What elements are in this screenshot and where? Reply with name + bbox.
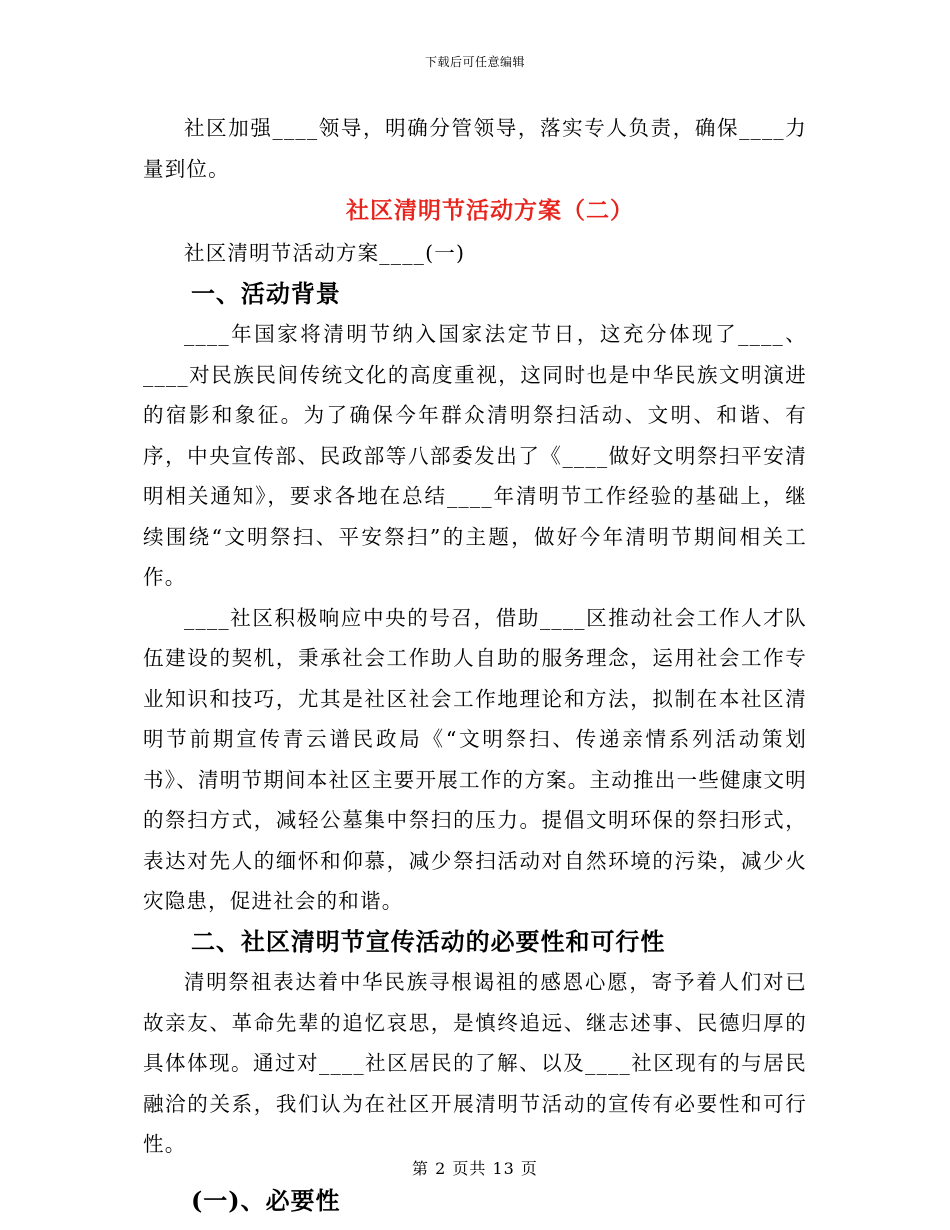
intro-paragraph: 社区加强____领导，明确分管领导，落实专人负责，确保____力量到位。 (143, 116, 807, 181)
heading-background: 一、活动背景 (190, 278, 341, 308)
necessity-paragraph: 清明祭祖表达着中华民族寻根谒祖的感恩心愿，寄予着人们对已故亲友、革命先辈的追忆哀思，是慎终追远、继志述事、民德归厚的具体体现。通过对____社区居民的了解、以及____社区现有的与居民融洽的关系，我们认为在社区开展清明节活动的宣传有必要性和可行性。 (143, 970, 807, 1156)
background-paragraph-1: ____年国家将清明节纳入国家法定节日，这充分体现了____、____对民族民间传统文化的高度重视，这同时也是中华民族文明演进的宿影和象征。为了确保今年群众清明祭扫活动、文明、和谐、有序，中央宣传部、民政部等八部委发出了《____做好文明祭扫平安清明相关通知》，要求各地在总结____年清明节工作经验的基础上，继续围绕“文明祭扫、平安祭扫”的主题，做好今年清明节期间相关工作。 (143, 322, 807, 589)
section-title: 社区清明节活动方案（二） (346, 197, 634, 224)
subtitle-paragraph: 社区清明节活动方案____(一) (184, 241, 466, 265)
heading-necessity-feasibility: 二、社区清明节宣传活动的必要性和可行性 (190, 926, 666, 956)
page-header-note: 下载后可任意编辑 (424, 55, 525, 69)
page-number-footer: 第 2 页共 13 页 (412, 1159, 538, 1178)
document-body (143, 108, 807, 1221)
background-paragraph-2: ____社区积极响应中央的号召，借助____区推动社会工作人才队伍建设的契机，秉承社会工作助人自助的服务理念，运用社会工作专业知识和技巧，尤其是社区社会工作地理论和方法，拟制在本社区清明节前期宣传青云谱民政局《“文明祭扫、传递亲情系列活动策划书》、清明节期间本社区主要开展工作的方案。主动推出一些健康文明的祭扫方式，减轻公墓集中祭扫的压力。提倡文明环保的祭扫形式，表达对先人的缅怀和仰慕，减少祭扫活动对自然环境的污染，减少火灾隐患，促进社会的和谐。 (143, 605, 807, 913)
heading-necessity: (一)、必要性 (190, 1185, 341, 1215)
